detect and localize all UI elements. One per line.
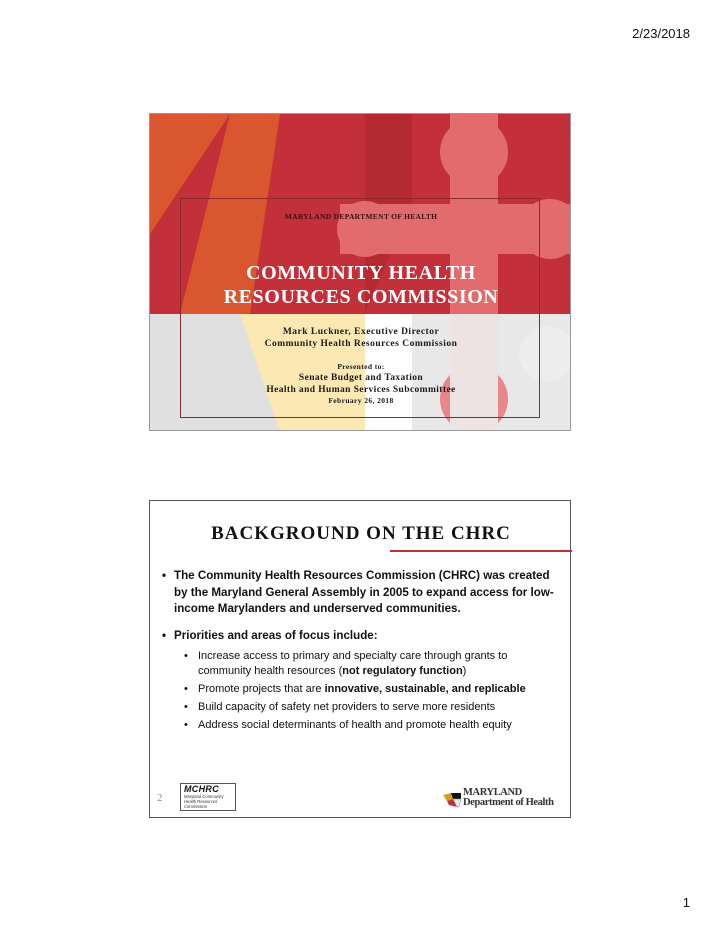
page-number: 1	[682, 895, 690, 910]
heading-underline	[390, 550, 572, 552]
department-label: MARYLAND DEPARTMENT OF HEALTH	[284, 212, 438, 221]
bullet-icon: •	[184, 701, 188, 713]
title-line-2: RESOURCES COMMISSION	[223, 286, 499, 308]
mchrc-logo-name: Maryland Community Health Resources Commission	[184, 794, 224, 809]
slide-heading: BACKGROUND ON THE CHRC	[211, 523, 511, 544]
sub-bullet-text: Promote projects that are innovative, sustainable, and replicable	[198, 683, 526, 695]
bullet-icon: •	[184, 683, 188, 695]
sub-list-item	[184, 682, 562, 697]
bullet-icon: •	[184, 650, 188, 662]
maryland-health-logo-text: MARYLAND Department of Health	[463, 787, 554, 808]
sub-list-item	[184, 700, 562, 715]
page-date: 2/23/2018	[632, 26, 690, 41]
title-slide	[149, 113, 571, 431]
venue-line-2: Health and Human Services Subcommittee	[266, 385, 456, 395]
sub-list-item	[184, 718, 562, 733]
venue-line-1: Senate Budget and Taxation	[298, 373, 424, 383]
presenter-name: Mark Luckner, Executive Director	[282, 327, 440, 337]
bullet-icon: •	[184, 719, 188, 731]
presenter-org: Community Health Resources Commission	[264, 339, 458, 349]
background-slide	[149, 500, 571, 818]
sub-bullet-text: Address social determinants of health and promote health equity	[198, 719, 512, 731]
list-item	[162, 568, 562, 618]
maryland-health-logo	[443, 787, 563, 811]
bullet-text: The Community Health Resources Commission (CHRC) was created by the Maryland General Assembly in 2005 to expand access for low-income Marylanders and underserved communities.	[174, 569, 554, 615]
bullet-list	[162, 568, 562, 736]
sub-bullet-text: Increase access to primary and specialty care through grants to community health resources (not regulatory function)	[198, 650, 508, 677]
mchrc-logo-abbr: MCHRC	[184, 784, 219, 794]
bullet-icon: •	[162, 569, 167, 582]
sub-list-item	[184, 649, 562, 679]
presentation-date: February 26, 2018	[328, 396, 394, 405]
venue-block	[150, 372, 571, 396]
sub-bullet-text: Build capacity of safety net providers to serve more residents	[198, 701, 496, 713]
mchrc-logo	[180, 783, 236, 811]
slide-number: 2	[157, 792, 163, 804]
maryland-map-icon	[443, 789, 463, 809]
bullet-icon: •	[162, 628, 167, 642]
presented-label: Presented to:	[337, 362, 385, 371]
bullet-text: Priorities and areas of focus include:	[174, 628, 378, 642]
title-line-1: COMMUNITY HEALTH	[246, 262, 476, 284]
slide-title	[150, 261, 571, 309]
presenter-block	[150, 326, 571, 350]
list-item	[162, 628, 562, 645]
